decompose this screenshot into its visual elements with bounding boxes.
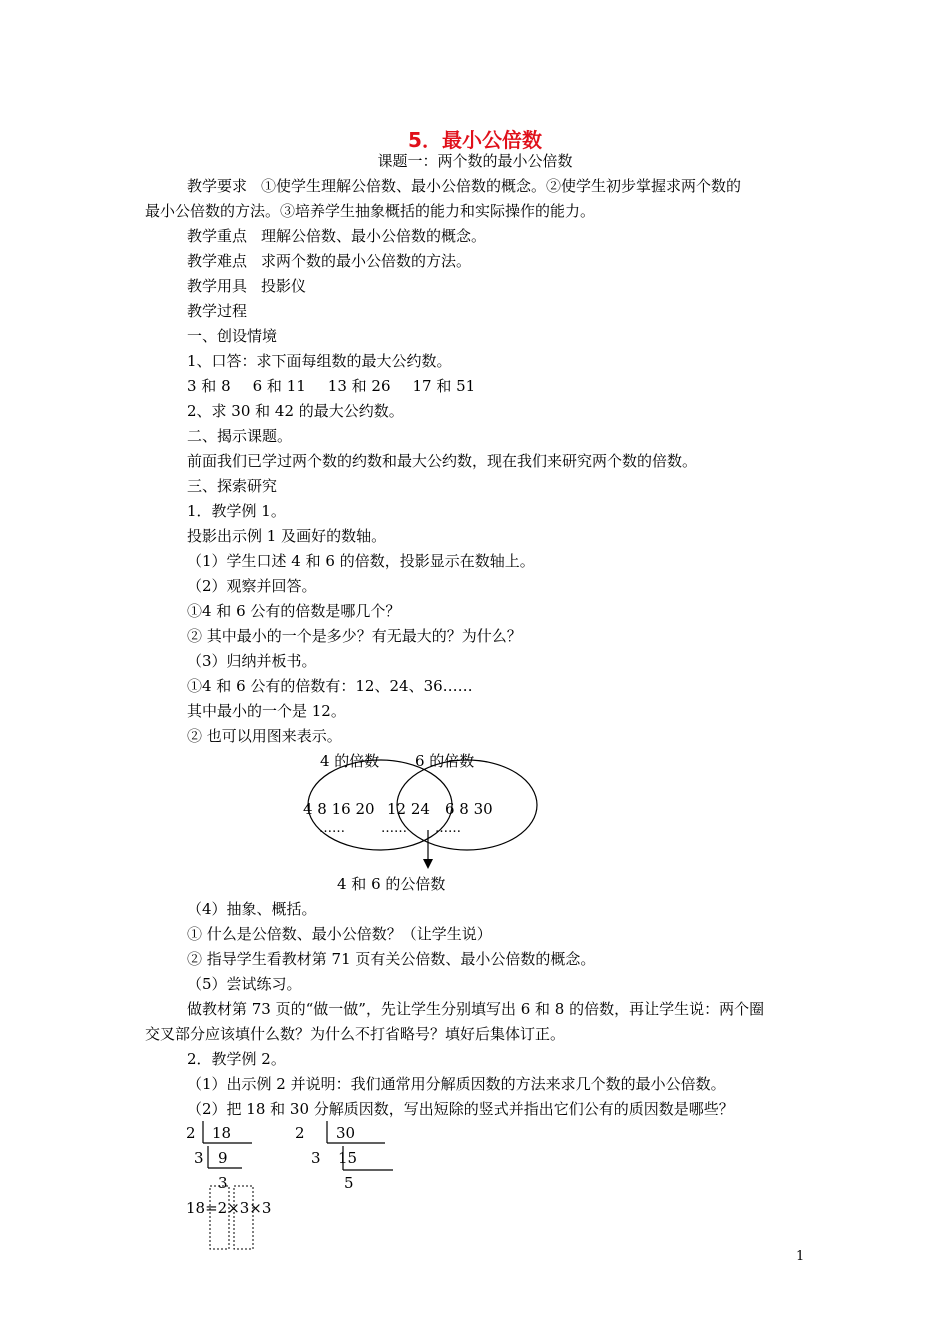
example-2-heading: 2．教学例 2。 bbox=[187, 1050, 286, 1068]
tools-label: 教学用具 bbox=[187, 277, 248, 295]
section-3-heading: 三、探索研究 bbox=[187, 477, 278, 495]
example-2-line-a: （1）出示例 2 并说明：我们通常用分解质因数的方法来求几个数的最小公倍数。 bbox=[187, 1075, 726, 1093]
middle-dots: …… bbox=[381, 821, 407, 836]
example-1-line-k: ① 什么是公倍数、最小公倍数？（让学生说） bbox=[187, 925, 492, 943]
section-1-heading: 一、创设情境 bbox=[187, 327, 278, 345]
example-1-line-h: 其中最小的一个是 12。 bbox=[187, 702, 346, 720]
example-1-line-m: （5）尝试练习。 bbox=[187, 975, 302, 993]
example-1-line-g: ①4 和 6 公有的倍数有：12、24、36…… bbox=[187, 677, 473, 695]
remainder-5: 5 bbox=[344, 1174, 354, 1192]
section-2-text: 前面我们已学过两个数的约数和最大公约数，现在我们来研究两个数的倍数。 bbox=[187, 452, 698, 470]
requirements-line-2: 最小公倍数的方法。③培养学生抽象概括的能力和实际操作的能力。 bbox=[145, 202, 596, 220]
example-1-line-a: 投影出示例 1 及画好的数轴。 bbox=[187, 527, 387, 545]
page-number: 1 bbox=[796, 1249, 805, 1264]
example-1-line-e: ② 其中最小的一个是多少？有无最大的？为什么？ bbox=[187, 627, 522, 645]
example-1-line-f: （3）归纳并板书。 bbox=[187, 652, 317, 670]
dividend-18: 18 bbox=[212, 1124, 232, 1142]
divisor-2-b: 2 bbox=[295, 1124, 305, 1142]
pair-1: 3 和 8 bbox=[187, 377, 231, 395]
right-circle-label: 6 的倍数 bbox=[415, 752, 475, 770]
divisor-2-a: 2 bbox=[186, 1124, 196, 1142]
requirements-text-1: ①使学生理解公倍数、最小公倍数的概念。②使学生初步掌握求两个数的 bbox=[261, 177, 742, 195]
section-1-question-1: 1、口答：求下面每组数的最大公约数。 bbox=[187, 352, 452, 370]
section-2-heading: 二、揭示课题。 bbox=[187, 427, 293, 445]
left-dots: …… bbox=[319, 821, 345, 836]
quotient-9: 9 bbox=[218, 1149, 228, 1167]
difficulty-text: 求两个数的最小公倍数的方法。 bbox=[261, 252, 472, 270]
left-circle-label: 4 的倍数 bbox=[320, 752, 380, 770]
example-1-heading: 1．教学例 1。 bbox=[187, 502, 286, 520]
right-dots: …… bbox=[435, 821, 461, 836]
example-1-line-n1: 做教材第 73 页的“做一做”，先让学生分别填写出 6 和 8 的倍数，再让学生说：两个圈 bbox=[187, 1000, 765, 1018]
key-point-label: 教学重点 bbox=[187, 227, 248, 245]
difficulty-label: 教学难点 bbox=[187, 252, 248, 270]
key-point-text: 理解公倍数、最小公倍数的概念。 bbox=[261, 227, 487, 245]
pair-3: 13 和 26 bbox=[327, 377, 391, 395]
pair-4: 17 和 51 bbox=[412, 377, 476, 395]
left-numbers: 4 8 16 20 bbox=[303, 800, 375, 818]
divisor-3-a: 3 bbox=[194, 1149, 204, 1167]
example-1-line-l: ② 指导学生看教材第 71 页有关公倍数、最小公倍数的概念。 bbox=[187, 950, 596, 968]
page-title: 5．最小公倍数 bbox=[408, 128, 542, 152]
process-heading: 教学过程 bbox=[187, 302, 248, 320]
section-1-question-2: 2、求 30 和 42 的最大公约数。 bbox=[187, 402, 404, 420]
quotient-15: 15 bbox=[338, 1149, 358, 1167]
example-1-line-n2: 交叉部分应该填什么数？为什么不打省略号？填好后集体订正。 bbox=[145, 1025, 566, 1043]
example-1-line-j: （4）抽象、概括。 bbox=[187, 900, 317, 918]
tools-text: 投影仪 bbox=[261, 277, 307, 295]
example-2-line-b: （2）把 18 和 30 分解质因数，写出短除的竖式并指出它们公有的质因数是哪些？ bbox=[187, 1100, 734, 1118]
example-1-line-i: ② 也可以用图来表示。 bbox=[187, 727, 342, 745]
lesson-subtitle: 课题一：两个数的最小公倍数 bbox=[377, 152, 573, 170]
pair-2: 6 和 11 bbox=[252, 377, 306, 395]
factorization: 18=2×3×3 bbox=[186, 1199, 272, 1217]
example-1-line-b: （1）学生口述 4 和 6 的倍数，投影显示在数轴上。 bbox=[187, 552, 535, 570]
dividend-30: 30 bbox=[336, 1124, 356, 1142]
example-1-line-c: （2）观察并回答。 bbox=[187, 577, 317, 595]
example-1-line-d: ①4 和 6 公有的倍数是哪几个？ bbox=[187, 602, 401, 620]
remainder-3: 3 bbox=[218, 1174, 228, 1192]
common-multiples-label: 4 和 6 的公倍数 bbox=[337, 875, 446, 893]
common-numbers: 12 24 bbox=[387, 800, 430, 818]
requirements-label: 教学要求 bbox=[187, 177, 248, 195]
right-numbers: 6 8 30 bbox=[445, 800, 493, 818]
divisor-3-b: 3 bbox=[311, 1149, 321, 1167]
